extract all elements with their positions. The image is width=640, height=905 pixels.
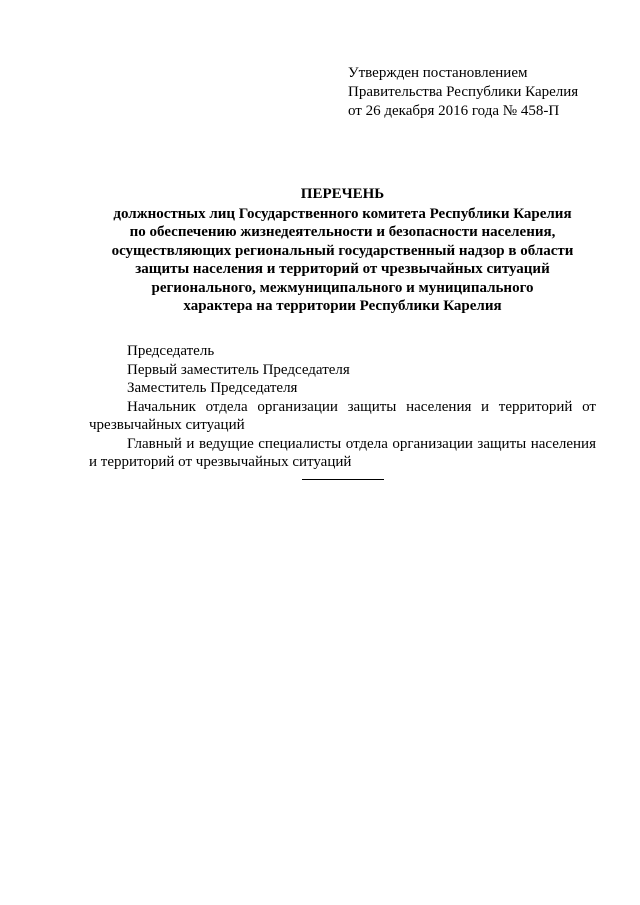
heading-subtitle-line: должностных лиц Государственного комитета Республики Карелия [113, 205, 572, 222]
heading-subtitle-line: по обеспечению жизнедеятельности и безопасности населения, [129, 224, 556, 240]
approval-line-3: от 26 декабря 2016 года № 458-П [348, 103, 560, 119]
document-title: ПЕРЕЧЕНЬ [300, 186, 385, 202]
position-deputy: Заместитель Председателя [127, 380, 298, 396]
document-heading [60, 185, 625, 316]
closing-divider [302, 479, 384, 480]
position-specialists: Главный и ведущие специалисты отдела организации защиты населения и территорий от чрезвычайных ситуаций [89, 435, 596, 470]
approval-line-1: Утвержден постановлением [348, 65, 528, 81]
heading-subtitle-line: защиты населения и территорий от чрезвычайных ситуаций [135, 261, 550, 277]
approval-line-2: Правительства Республики Карелия [348, 84, 579, 100]
heading-subtitle-line: регионального, межмуниципального и муниципального [151, 279, 534, 296]
positions-list [89, 342, 596, 472]
heading-subtitle-line: характера на территории Республики Карелия [183, 298, 502, 314]
heading-subtitle-line: осуществляющих региональный государственный надзор в области [111, 242, 574, 259]
approval-block [348, 64, 608, 121]
position-department-head: Начальник отдела организации защиты населения и территорий от чрезвычайных ситуаций [89, 398, 596, 433]
position-chairman: Председатель [127, 343, 215, 359]
position-first-deputy: Первый заместитель Председателя [127, 361, 350, 378]
